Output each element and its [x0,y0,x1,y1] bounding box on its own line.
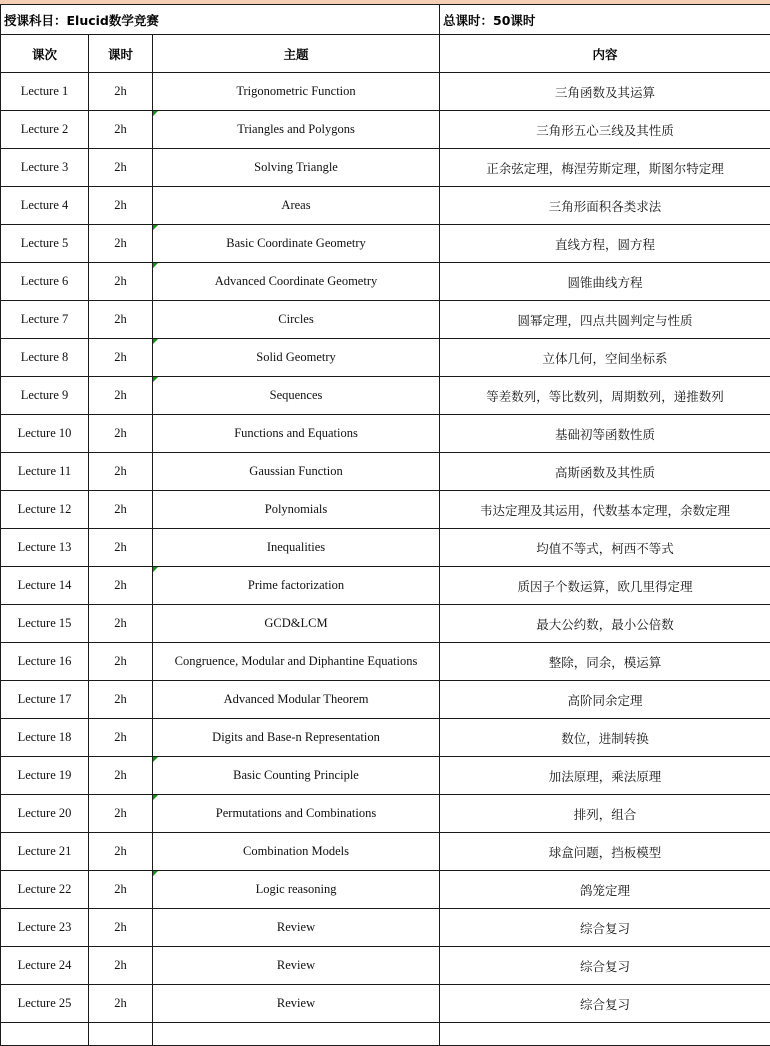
empty-row [1,1023,770,1046]
topic-cell[interactable] [153,871,440,909]
lecture-cell[interactable]: Lecture 3 [1,149,89,187]
content-cell[interactable]: 圆锥曲线方程 [440,263,770,301]
table-row [1,947,770,985]
header-content[interactable]: 内容 [440,35,770,73]
table-row [1,301,770,339]
table-row [1,833,770,871]
table-row [1,605,770,643]
table-row [1,377,770,415]
content-cell[interactable]: 等差数列，等比数列，周期数列，递推数列 [440,377,770,415]
lecture-cell[interactable]: Lecture 24 [1,947,89,985]
table-body [1,73,770,1046]
topic-cell[interactable]: Combination Models [153,833,440,871]
hours-cell[interactable]: 2h [89,529,153,567]
hours-cell[interactable]: 2h [89,833,153,871]
table-row [1,73,770,111]
topic-cell[interactable]: Review [153,947,440,985]
topic-cell[interactable]: Solving Triangle [153,149,440,187]
hours-cell[interactable]: 2h [89,871,153,909]
total-hours-cell[interactable]: 总课时：50课时 [440,5,770,35]
hours-cell[interactable]: 2h [89,263,153,301]
topic-text: Prime factorization [247,578,345,592]
lecture-cell[interactable]: Lecture 21 [1,833,89,871]
table-row [1,339,770,377]
topic-cell[interactable]: Review [153,985,440,1023]
table-row [1,909,770,947]
table-row [1,491,770,529]
header-topic[interactable]: 主题 [153,35,440,73]
topic-text: Triangles and Polygons [237,122,355,136]
content-cell[interactable]: 最大公约数，最小公倍数 [440,605,770,643]
table-row [1,681,770,719]
hours-cell[interactable]: 2h [89,643,153,681]
topic-cell[interactable] [153,339,440,377]
empty-cell[interactable] [89,1023,153,1046]
table-row [1,871,770,909]
table-row [1,985,770,1023]
hours-cell[interactable]: 2h [89,491,153,529]
content-cell[interactable]: 三角函数及其运算 [440,73,770,111]
topic-text: Sequences [269,388,323,402]
lecture-cell[interactable]: Lecture 20 [1,795,89,833]
hours-cell[interactable]: 2h [89,681,153,719]
topic-cell[interactable]: Trigonometric Function [153,73,440,111]
table-row [1,757,770,795]
topic-cell[interactable] [153,795,440,833]
topic-text: Basic Coordinate Geometry [226,236,366,250]
lecture-cell[interactable]: Lecture 22 [1,871,89,909]
topic-cell[interactable] [153,567,440,605]
lecture-cell[interactable]: Lecture 17 [1,681,89,719]
lecture-cell[interactable]: Lecture 13 [1,529,89,567]
header-row [1,35,770,73]
hours-cell[interactable]: 2h [89,795,153,833]
lecture-cell[interactable]: Lecture 16 [1,643,89,681]
empty-cell[interactable] [1,1023,89,1046]
header-lecture[interactable]: 课次 [1,35,89,73]
hours-cell[interactable]: 2h [89,149,153,187]
lecture-cell[interactable]: Lecture 7 [1,301,89,339]
comment-indicator-icon [153,567,158,572]
topic-cell[interactable]: Congruence, Modular and Diphantine Equations [153,643,440,681]
comment-indicator-icon [153,871,158,876]
table-row [1,149,770,187]
lecture-cell[interactable]: Lecture 6 [1,263,89,301]
table-row [1,453,770,491]
comment-indicator-icon [153,757,158,762]
comment-indicator-icon [153,339,158,344]
topic-cell[interactable]: Functions and Equations [153,415,440,453]
hours-cell[interactable]: 2h [89,73,153,111]
hours-cell[interactable]: 2h [89,225,153,263]
topic-cell[interactable]: GCD&LCM [153,605,440,643]
table-row [1,187,770,225]
table-row [1,529,770,567]
subject-cell[interactable]: 授课科目：Elucid数学竞赛 [1,5,440,35]
content-cell[interactable]: 综合复习 [440,985,770,1023]
topic-cell[interactable] [153,111,440,149]
empty-cell[interactable] [153,1023,440,1046]
table-row [1,719,770,757]
topic-cell[interactable]: Inequalities [153,529,440,567]
topic-text: Solid Geometry [256,350,336,364]
content-cell[interactable]: 韦达定理及其运用，代数基本定理，余数定理 [440,491,770,529]
lecture-cell[interactable]: Lecture 4 [1,187,89,225]
content-cell[interactable]: 数位，进制转换 [440,719,770,757]
comment-indicator-icon [153,795,158,800]
hours-cell[interactable]: 2h [89,605,153,643]
topic-cell[interactable]: Advanced Modular Theorem [153,681,440,719]
hours-cell[interactable]: 2h [89,757,153,795]
content-cell[interactable]: 基础初等函数性质 [440,415,770,453]
content-cell[interactable]: 圆幂定理，四点共圆判定与性质 [440,301,770,339]
hours-cell[interactable]: 2h [89,947,153,985]
title-row [1,5,770,35]
content-cell[interactable]: 均值不等式，柯西不等式 [440,529,770,567]
content-cell[interactable]: 整除，同余，模运算 [440,643,770,681]
table-row [1,567,770,605]
lecture-cell[interactable]: Lecture 19 [1,757,89,795]
table-row [1,415,770,453]
hours-cell[interactable]: 2h [89,339,153,377]
topic-cell[interactable] [153,263,440,301]
hours-cell[interactable]: 2h [89,377,153,415]
hours-cell[interactable]: 2h [89,453,153,491]
lecture-cell[interactable]: Lecture 11 [1,453,89,491]
content-cell[interactable]: 球盒问题，挡板模型 [440,833,770,871]
topic-cell[interactable]: Review [153,909,440,947]
comment-indicator-icon [153,377,158,382]
topic-cell[interactable]: Digits and Base-n Representation [153,719,440,757]
table-row [1,225,770,263]
table-row [1,263,770,301]
topic-text: Basic Counting Principle [233,768,359,782]
hours-cell[interactable]: 2h [89,719,153,757]
topic-text: Permutations and Combinations [215,806,377,820]
lecture-cell[interactable]: Lecture 10 [1,415,89,453]
topic-cell[interactable]: Circles [153,301,440,339]
lecture-cell[interactable]: Lecture 2 [1,111,89,149]
hours-cell[interactable]: 2h [89,301,153,339]
comment-indicator-icon [153,111,158,116]
content-cell[interactable]: 综合复习 [440,909,770,947]
content-cell[interactable]: 加法原理，乘法原理 [440,757,770,795]
empty-cell[interactable] [440,1023,770,1046]
hours-cell[interactable]: 2h [89,187,153,225]
topic-cell[interactable]: Polynomials [153,491,440,529]
lecture-cell[interactable]: Lecture 15 [1,605,89,643]
topic-text: Advanced Coordinate Geometry [214,274,378,288]
content-cell[interactable]: 高斯函数及其性质 [440,453,770,491]
content-cell[interactable]: 三角形五心三线及其性质 [440,111,770,149]
lecture-cell[interactable]: Lecture 8 [1,339,89,377]
lecture-cell[interactable]: Lecture 25 [1,985,89,1023]
topic-text: Logic reasoning [255,882,337,896]
course-schedule-table [0,4,770,1046]
table-row [1,111,770,149]
hours-cell[interactable]: 2h [89,985,153,1023]
content-cell[interactable]: 立体几何，空间坐标系 [440,339,770,377]
topic-cell[interactable]: Areas [153,187,440,225]
content-cell[interactable]: 综合复习 [440,947,770,985]
comment-indicator-icon [153,263,158,268]
content-cell[interactable]: 直线方程，圆方程 [440,225,770,263]
header-hours[interactable]: 课时 [89,35,153,73]
table-row [1,795,770,833]
hours-cell[interactable]: 2h [89,111,153,149]
content-cell[interactable]: 正余弦定理，梅涅劳斯定理，斯图尔特定理 [440,149,770,187]
hours-cell[interactable]: 2h [89,909,153,947]
lecture-cell[interactable]: Lecture 23 [1,909,89,947]
lecture-cell[interactable]: Lecture 12 [1,491,89,529]
comment-indicator-icon [153,225,158,230]
hours-cell[interactable]: 2h [89,415,153,453]
content-cell[interactable]: 高阶同余定理 [440,681,770,719]
topic-cell[interactable]: Gaussian Function [153,453,440,491]
content-cell[interactable]: 排列，组合 [440,795,770,833]
content-cell[interactable]: 质因子个数运算，欧几里得定理 [440,567,770,605]
lecture-cell[interactable]: Lecture 1 [1,73,89,111]
hours-cell[interactable]: 2h [89,567,153,605]
table-row [1,643,770,681]
content-cell[interactable]: 鸽笼定理 [440,871,770,909]
topic-cell[interactable] [153,377,440,415]
lecture-cell[interactable]: Lecture 14 [1,567,89,605]
lecture-cell[interactable]: Lecture 5 [1,225,89,263]
lecture-cell[interactable]: Lecture 9 [1,377,89,415]
topic-cell[interactable] [153,225,440,263]
lecture-cell[interactable]: Lecture 18 [1,719,89,757]
topic-cell[interactable] [153,757,440,795]
content-cell[interactable]: 三角形面积各类求法 [440,187,770,225]
